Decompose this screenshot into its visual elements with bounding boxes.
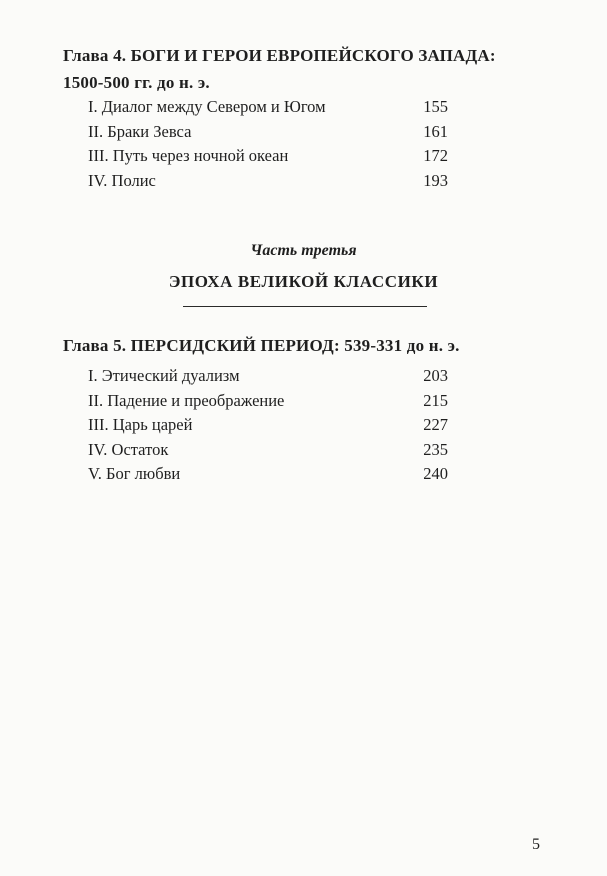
toc-entry[interactable] — [88, 144, 448, 169]
toc-entry-page: 161 — [423, 121, 448, 141]
chapter-4-heading-line-2: 1500-500 гг. до н. э. — [63, 73, 210, 92]
toc-entry-page: 172 — [423, 146, 448, 165]
toc-entry-page: 215 — [423, 390, 448, 410]
part-label: Часть третья — [250, 242, 357, 259]
toc-entry[interactable] — [88, 120, 448, 145]
chapter-5-toc-list — [88, 364, 448, 487]
chapter-5-heading: Глава 5. ПЕРСИДСКИЙ ПЕРИОД: 539-331 до н. э. — [63, 336, 460, 355]
toc-entry-title: II. Падение и преображение — [88, 390, 285, 410]
toc-entry[interactable] — [88, 413, 448, 438]
toc-entry-page: 203 — [423, 366, 448, 385]
toc-entry-title: I. Этический дуализм — [88, 366, 240, 385]
toc-entry-title: V. Бог любви — [88, 464, 181, 483]
toc-entry[interactable] — [88, 169, 448, 194]
toc-entry-page: 240 — [423, 464, 448, 483]
toc-entry-page: 235 — [423, 439, 448, 459]
toc-entry-title: IV. Остаток — [88, 439, 169, 459]
chapter-4-toc-list — [88, 95, 448, 193]
toc-entry-title: III. Путь через ночной океан — [88, 146, 289, 165]
toc-entry[interactable] — [88, 438, 448, 463]
chapter-4-heading-line-1: Глава 4. БОГИ И ГЕРОИ ЕВРОПЕЙСКОГО ЗАПАДА: — [63, 46, 496, 65]
part-title: ЭПОХА ВЕЛИКОЙ КЛАССИКИ — [168, 272, 439, 291]
toc-entry-page: 193 — [423, 170, 448, 190]
part-divider-rule — [183, 306, 427, 307]
toc-entry[interactable] — [88, 364, 448, 389]
toc-entry-page: 155 — [423, 97, 448, 116]
toc-entry-title: IV. Полис — [88, 170, 156, 190]
toc-entry[interactable] — [88, 462, 448, 487]
toc-entry-page: 227 — [423, 415, 448, 434]
toc-entry[interactable] — [88, 389, 448, 414]
toc-entry-title: II. Браки Зевса — [88, 121, 192, 141]
toc-entry-title: III. Царь царей — [88, 415, 193, 434]
toc-entry-title: I. Диалог между Севером и Югом — [88, 97, 326, 116]
toc-entry[interactable] — [88, 95, 448, 120]
page-number: 5 — [532, 836, 540, 853]
